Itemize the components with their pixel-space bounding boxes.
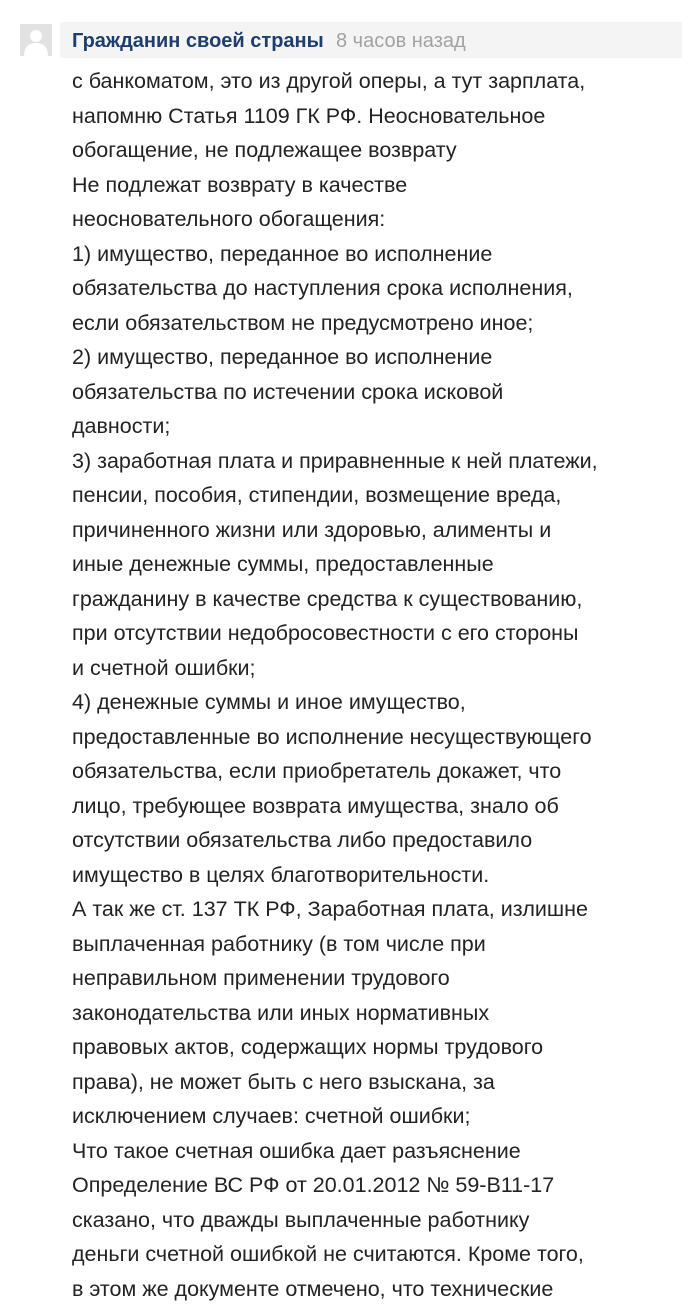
- comment-text-line: пенсии, пособия, стипендии, возмещение вреда,: [72, 483, 562, 507]
- comment-text-line: причиненного жизни или здоровью, алименты и: [72, 517, 552, 542]
- comment-text-line: Что такое счетная ошибка дает разъяснение: [72, 1138, 521, 1163]
- comment-text-line: А так же ст. 137 ТК РФ, Заработная плата, излишне: [72, 897, 588, 921]
- comment-text-line: выплаченная работнику (в том числе при: [72, 931, 486, 956]
- comment-text-line: в этом же документе отмечено, что технические: [72, 1276, 554, 1301]
- comment-text-line: обогащение, не подлежащее возврату: [72, 138, 457, 162]
- comment-text-line: если обязательством не предусмотрено иное;: [72, 310, 534, 335]
- comment-text-line: деньги счетной ошибкой не считаются. Кроме того,: [72, 1242, 584, 1266]
- comment-text-line: имущество в целях благотворительности.: [72, 862, 490, 887]
- comment-text-line: давности;: [72, 414, 171, 438]
- comment-timestamp: 8 часов назад: [336, 30, 466, 52]
- user-silhouette-icon: [20, 24, 52, 56]
- comment-text-line: 1) имущество, переданное во исполнение: [72, 241, 493, 266]
- comment-text-line: обязательства по истечении срока исковой: [72, 379, 504, 404]
- comment-text-line: 3) заработная плата и приравненные к ней платежи,: [72, 448, 598, 473]
- comment-text-line: обязательства, если приобретатель докажет, что: [72, 759, 562, 783]
- comment-body: [72, 64, 692, 1305]
- comment-text-line: неосновательного обогащения:: [72, 207, 386, 231]
- comment-text-line: 2) имущество, переданное во исполнение: [72, 345, 493, 369]
- comment-text-line: при отсутствии недобросовестности с его стороны: [72, 621, 579, 645]
- comment-author-link[interactable]: Гражданин своей страны: [72, 30, 324, 52]
- comment-text-line: Определение ВС РФ от 20.01.2012 № 59-В11-17: [72, 1173, 555, 1197]
- comment-text-line: с банкоматом, это из другой оперы, а тут зарплата,: [72, 69, 586, 93]
- comment-text-line: обязательства до наступления срока исполнения,: [72, 276, 573, 300]
- comment-text-line: и счетной ошибки;: [72, 655, 256, 680]
- comment-text-line: исключением случаев: счетной ошибки;: [72, 1104, 471, 1128]
- comment-text-line: гражданину в качестве средства к существованию,: [72, 586, 583, 611]
- comment-text-line: иные денежные суммы, предоставленные: [72, 552, 494, 576]
- comment-text-line: отсутствии обязательства либо предоставило: [72, 828, 533, 852]
- comment-text-line: сказано, что дважды выплаченные работнику: [72, 1207, 530, 1232]
- comment-text-line: Не подлежат возврату в качестве: [72, 172, 408, 197]
- comment-text-line: неправильном применении трудового: [72, 966, 450, 990]
- comment-text-line: напомню Статья 1109 ГК РФ. Неосновательное: [72, 103, 546, 128]
- comment-text-line: лицо, требующее возврата имущества, знало об: [72, 793, 559, 818]
- comment-text-line: предоставленные во исполнение несуществующего: [72, 724, 592, 749]
- comment-text-line: законодательства или иных нормативных: [72, 1000, 490, 1025]
- comment-text-line: права), не может быть с него взыскана, за: [72, 1069, 495, 1094]
- comment-text-line: 4) денежные суммы и иное имущество,: [72, 690, 466, 714]
- comment-text-line: правовых актов, содержащих нормы трудового: [72, 1035, 544, 1059]
- avatar[interactable]: [20, 24, 52, 56]
